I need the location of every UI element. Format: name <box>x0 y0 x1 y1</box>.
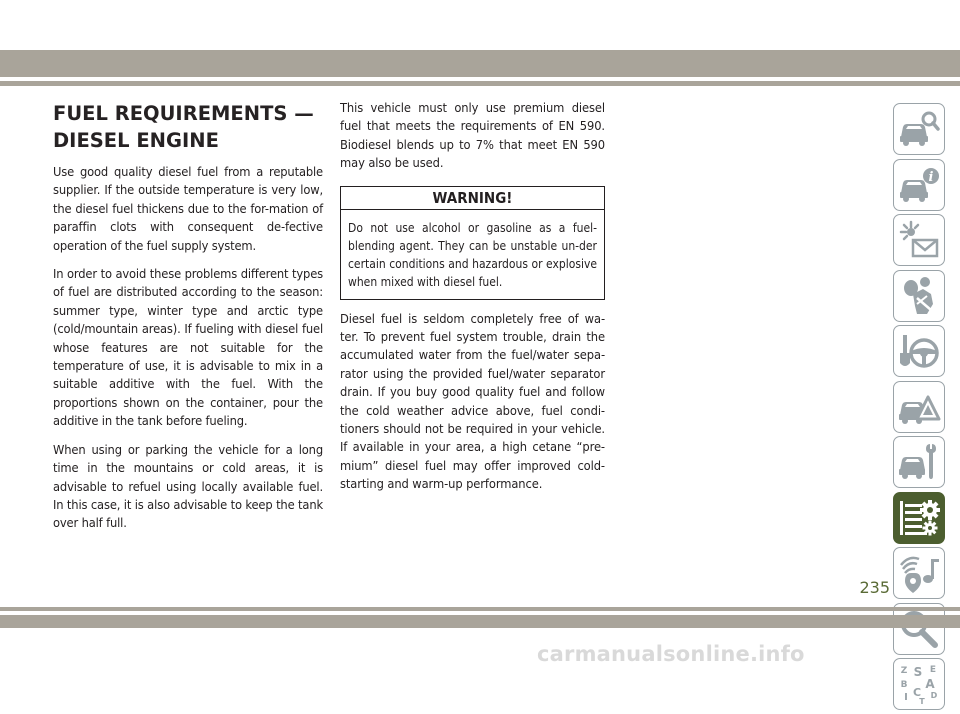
index-letter: T <box>919 697 925 706</box>
seat-airbag-icon <box>897 274 941 318</box>
paragraph-fuel-types: In order to avoid these problems different types of fuel are distributed according to the season: summer type, winter type and arctic type (cold/mountain areas). If fueling with diesel fuel whose features are not suitable for the temperature of use, it is advisable to mix in a suitable additive with the fuel. With the proportions shown on the container, pour the additive in the tank before fueling. <box>53 267 323 430</box>
index-letters-icon <box>897 662 941 706</box>
tab-servicing-and-maintenance[interactable] <box>893 436 945 488</box>
index-letter: A <box>925 677 935 691</box>
paragraph-cold-areas: When using or parking the vehicle for a long time in the mountains or cold areas, it is advisable to refuel using locally available fuel. In this case, it is also advisable to keep the tank over half full. <box>53 442 323 532</box>
section-title <box>53 100 323 154</box>
warning-title: WARNING! <box>341 187 604 210</box>
title-line-1: FUEL REQUIREMENTS — <box>53 102 314 125</box>
tab-multimedia[interactable] <box>893 547 945 599</box>
specifications-gear-icon <box>897 496 941 540</box>
tab-warning-lights-messages[interactable] <box>893 214 945 266</box>
warning-text: Do not use alcohol or gasoline as a fuel-blending agent. They can be unstable un-der certain conditions and hazardous or explosive when mixed with diesel fuel. <box>348 220 597 289</box>
index-letter: C <box>912 686 922 699</box>
watermark-link[interactable]: carmanualsonline.info <box>537 642 805 666</box>
page-number: 235 <box>859 578 890 597</box>
title-line-2: DIESEL ENGINE <box>53 129 219 152</box>
tab-getting-to-know-vehicle[interactable] <box>893 103 945 155</box>
car-wrench-icon <box>897 440 941 484</box>
car-hazard-icon <box>897 385 941 429</box>
tab-starting-and-operating[interactable] <box>893 325 945 377</box>
index-letter: Z <box>900 666 908 676</box>
right-column <box>340 100 605 505</box>
index-letter: E <box>929 665 937 675</box>
paragraph-premium-diesel: This vehicle must only use premium diesel fuel that meets the requirements of EN 590. Biodiesel blends up to 7% that meet EN 590 may also be used. <box>340 101 605 172</box>
footer-band <box>0 615 960 628</box>
svg-text:i: i <box>928 169 934 185</box>
warning-light-message-icon <box>897 218 941 262</box>
tab-getting-to-know-dashboard[interactable] <box>893 159 945 211</box>
index-letter: S <box>913 665 923 679</box>
warning-box <box>340 186 605 300</box>
left-column <box>53 100 323 544</box>
paragraph-fuel-quality: Use good quality diesel fuel from a reputable supplier. If the outside temperature is very low, the diesel fuel thickens due to the for-mation of paraffin clots with consequent de-fective operation of the fuel supply system. <box>53 165 323 254</box>
header-band <box>0 50 960 77</box>
tab-in-case-of-emergency[interactable] <box>893 381 945 433</box>
tab-index[interactable] <box>893 658 945 710</box>
key-steering-wheel-icon <box>897 329 941 373</box>
footer-rule <box>0 607 960 611</box>
index-letter: B <box>900 680 908 690</box>
car-search-icon <box>897 107 941 151</box>
index-letter: I <box>904 692 908 703</box>
multimedia-icon <box>897 551 941 595</box>
magnifier-icon <box>897 607 941 651</box>
tab-safety[interactable] <box>893 270 945 322</box>
paragraph-water-separator: Diesel fuel is seldom completely free of wa-ter. To prevent fuel system trouble, drain the accumulated water from the fuel/water sepa-rator using the provided fuel/water separator drain. If you buy good quality fuel and follow the cold weather advice above, fuel condi-tioners should not be required in your vehicle. If available in your area, a high cetane “pre-mium” diesel fuel may offer improved cold-starting and warm-up performance. <box>340 311 605 493</box>
car-info-icon <box>897 163 941 207</box>
header-rule <box>0 81 960 86</box>
index-letter: D <box>930 691 938 700</box>
tab-technical-specifications[interactable] <box>893 492 945 544</box>
